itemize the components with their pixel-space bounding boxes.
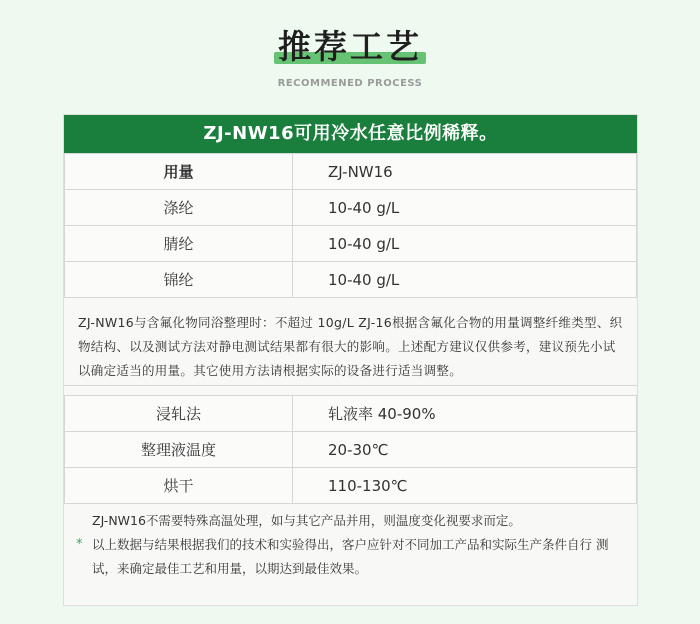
table-row xyxy=(65,432,637,468)
table-row xyxy=(65,190,637,226)
table-cell: 用量 xyxy=(65,154,293,190)
table-row xyxy=(65,468,637,504)
table-cell: ZJ-NW16 xyxy=(293,154,637,190)
title-wrap xyxy=(0,26,700,68)
page-title xyxy=(272,26,428,68)
usage-note: ZJ-NW16与含氟化物同浴整理时：不超过 10g/L ZJ-16根据含氟化合物的用量调整纤维类型、织物结构、以及测试方法对静电测试结果都有很大的影响。上述配方建议仅供参考，建议预先小试以确定适当的用量。其它使用方法请根据实际的设备进行适当调整。 xyxy=(78,315,623,378)
table-row xyxy=(65,396,637,432)
table-cell: 锦纶 xyxy=(65,262,293,298)
table-cell: 轧液率 40-90% xyxy=(293,396,637,432)
page-subtitle: RECOMMENED PROCESS xyxy=(277,78,423,89)
note-line xyxy=(76,533,628,581)
table-row xyxy=(65,262,637,298)
dosage-table xyxy=(64,153,637,298)
note-line-2: 以上数据与结果根据我们的技术和实验得出，客户应针对不同加工产品和实际生产条件自行 测试，来确定最佳工艺和用量，以期达到最佳效果。 xyxy=(92,537,609,576)
table-row xyxy=(65,226,637,262)
table-cell: 腈纶 xyxy=(65,226,293,262)
disclaimer-note xyxy=(76,509,628,581)
table-cell: 10-40 g/L xyxy=(293,262,637,298)
process-table xyxy=(64,395,637,504)
process-card xyxy=(63,114,638,606)
asterisk-icon: * xyxy=(76,537,83,552)
note-line xyxy=(76,509,628,533)
card-header: ZJ-NW16可用冷水任意比例稀释。 xyxy=(64,115,637,153)
table-cell: 10-40 g/L xyxy=(293,226,637,262)
note-line-1: ZJ-NW16不需要特殊高温处理，如与其它产品并用，则温度变化视要求而定。 xyxy=(92,513,521,528)
page-title-text: 推荐工艺 xyxy=(278,27,422,66)
table-cell: 涤纶 xyxy=(65,190,293,226)
table-cell: 10-40 g/L xyxy=(293,190,637,226)
table-cell: 整理液温度 xyxy=(65,432,293,468)
divider xyxy=(64,385,637,386)
table-cell: 110-130℃ xyxy=(293,468,637,504)
table-cell: 烘干 xyxy=(65,468,293,504)
table-cell: 浸轧法 xyxy=(65,396,293,432)
table-row xyxy=(65,154,637,190)
table-cell: 20-30℃ xyxy=(293,432,637,468)
